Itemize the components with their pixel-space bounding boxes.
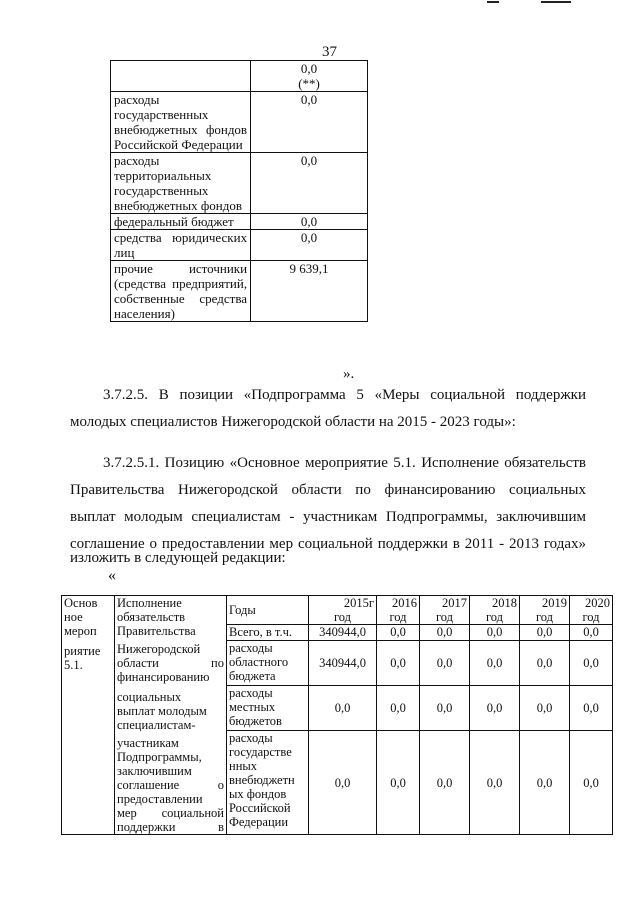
value-cell: 0,0 [570,640,613,685]
description-line: выплат молодым [117,704,207,718]
paragraph-line: молодых специалистов Нижегородской области на 2015 - 2023 годы»: [70,414,516,430]
value-cell: 340944,0 [309,640,377,685]
year-label: 2018 [492,596,517,610]
year-unit: год [389,610,407,624]
activity-name-line: Основ [64,596,98,610]
value-cell: 0,0 [309,731,377,835]
value-cell: 0,0 [520,685,570,730]
description-line: мер социальной [117,806,224,820]
activity-name-line: ное [64,610,83,624]
row-label [227,731,309,835]
description-line: специалистам- [117,718,196,732]
value-cell: 0,0 [420,640,470,685]
description-line: Подпрограммы, [117,750,202,764]
opening-quote: « [108,567,116,584]
year-label: 2017 [442,596,467,610]
activity-name-line: мероп [64,624,97,638]
header-years-label: Годы [227,596,309,625]
source-label [111,61,251,92]
year-unit: год [582,610,600,624]
value-cell: 0,0 [309,685,377,730]
value-cell: 0,0 [470,685,520,730]
source-value: 0,0 [251,153,368,214]
description-line: обязательств [117,610,186,624]
year-header [420,596,470,625]
activity-name-line: 5.1. [64,658,83,672]
value-cell: 0,0 [520,625,570,641]
page-number: 37 [322,44,337,60]
row-label [227,640,309,685]
source-label: федеральный бюджет [111,214,251,230]
row-label: Всего, в т.ч. [227,625,309,641]
description-line: финансированию [117,670,210,684]
row-label-line: государстве [229,745,292,760]
source-value: 0,0 [251,214,368,230]
value-cell: 340944,0 [309,625,377,641]
paragraph-line: 3.7.2.5. В позиции «Подпрограмма 5 «Меры социальной поддержки [103,387,586,403]
row-label-line: бюджета [229,668,276,683]
year-header [377,596,420,625]
paragraph-line: Правительства Нижегородской области по финансированию социальных [70,482,586,498]
table-row [111,214,368,230]
year-unit: год [535,610,554,624]
row-label-line: ых фондов [229,787,287,802]
row-label-line: областного [229,654,289,669]
activity-description-cell [115,596,227,835]
description-line: предоставлении [117,792,203,806]
value-cell: 0,0 [570,625,613,641]
value-cell: 0,0 [420,625,470,641]
description-line: Нижегородской [117,642,201,656]
description-line: Исполнение [117,596,182,610]
value-cell: 0,0 [420,731,470,835]
activity-name-line: риятие [64,644,101,658]
table-row [111,230,368,261]
row-label-line: местных [229,699,276,714]
closing-quote: ». [343,366,355,382]
table-row [111,92,368,153]
value-cell: 0,0 [520,640,570,685]
year-unit: год [485,610,504,624]
table-row [111,61,368,92]
value-cell: 0,0 [570,731,613,835]
source-value: 0,0 (**) [251,61,368,92]
row-label-line: расходы [229,685,273,700]
description-line: соглашение о [117,778,224,792]
description-line: участникам [117,736,179,750]
paragraph-line: 3.7.2.5.1. Позицию «Основное мероприятие 5.1. Исполнение обязательств [103,455,586,471]
year-label: 2019 [542,596,567,610]
row-label-line: бюджетов [229,713,282,728]
row-label-line: внебюджетн [229,773,295,788]
table-row [111,153,368,214]
value-cell: 0,0 [377,731,420,835]
scan-mark-left [487,1,499,3]
value-cell: 0,0 [377,685,420,730]
source-label: расходы государственных внебюджетных фондов Российской Федерации [111,92,251,153]
value-cell: 0,0 [570,685,613,730]
year-label: 2015г [343,596,374,610]
value-cell: 0,0 [377,640,420,685]
value-cell: 0,0 [470,640,520,685]
description-line: заключившим [117,764,192,778]
description-line: Правительства [117,624,196,638]
year-label: 2016 [392,596,417,610]
value-cell: 0,0 [377,625,420,641]
row-label-line: расходы [229,640,273,655]
source-label: прочие источники (средства предприятий, собственные средства населения) [111,261,251,322]
year-header [470,596,520,625]
description-line: социальных [117,690,182,704]
source-value: 9 639,1 [251,261,368,322]
source-value: 0,0 [251,230,368,261]
value-cell: 0,0 [420,685,470,730]
row-label-line: Российской [229,801,291,816]
year-header [520,596,570,625]
year-header [309,596,377,625]
description-line: области по [117,656,224,670]
description-line: поддержки в [117,820,224,834]
value-cell: 0,0 [520,731,570,835]
table-row [111,261,368,322]
value-cell: 0,0 [470,731,520,835]
activity-name-cell [62,596,115,835]
main-activity-table [61,595,613,835]
scan-mark-right [541,1,571,3]
row-label-line: нных [229,759,258,774]
paragraph-line: выплат молодым специалистам - участникам Подпрограммы, заключившим [70,509,586,525]
value-cell: 0,0 [470,625,520,641]
year-label: 2020 [585,596,610,610]
row-label-line: расходы [229,731,273,746]
year-header [570,596,613,625]
paragraph-line: изложить в следующей редакции: [70,550,286,566]
source-value: 0,0 [251,92,368,153]
funding-sources-table [110,60,368,322]
year-unit: год [435,610,454,624]
row-label-line: Федерации [229,815,289,830]
row-label [227,685,309,730]
source-label: расходы территориальных государственных внебюджетных фондов [111,153,251,214]
paragraph-line: соглашение о предоставлении мер социальной поддержки в 2011 - 2013 годах» [70,536,586,552]
source-label: средства юридических лиц [111,230,251,261]
table-row [62,596,613,625]
year-unit: год [333,610,352,624]
